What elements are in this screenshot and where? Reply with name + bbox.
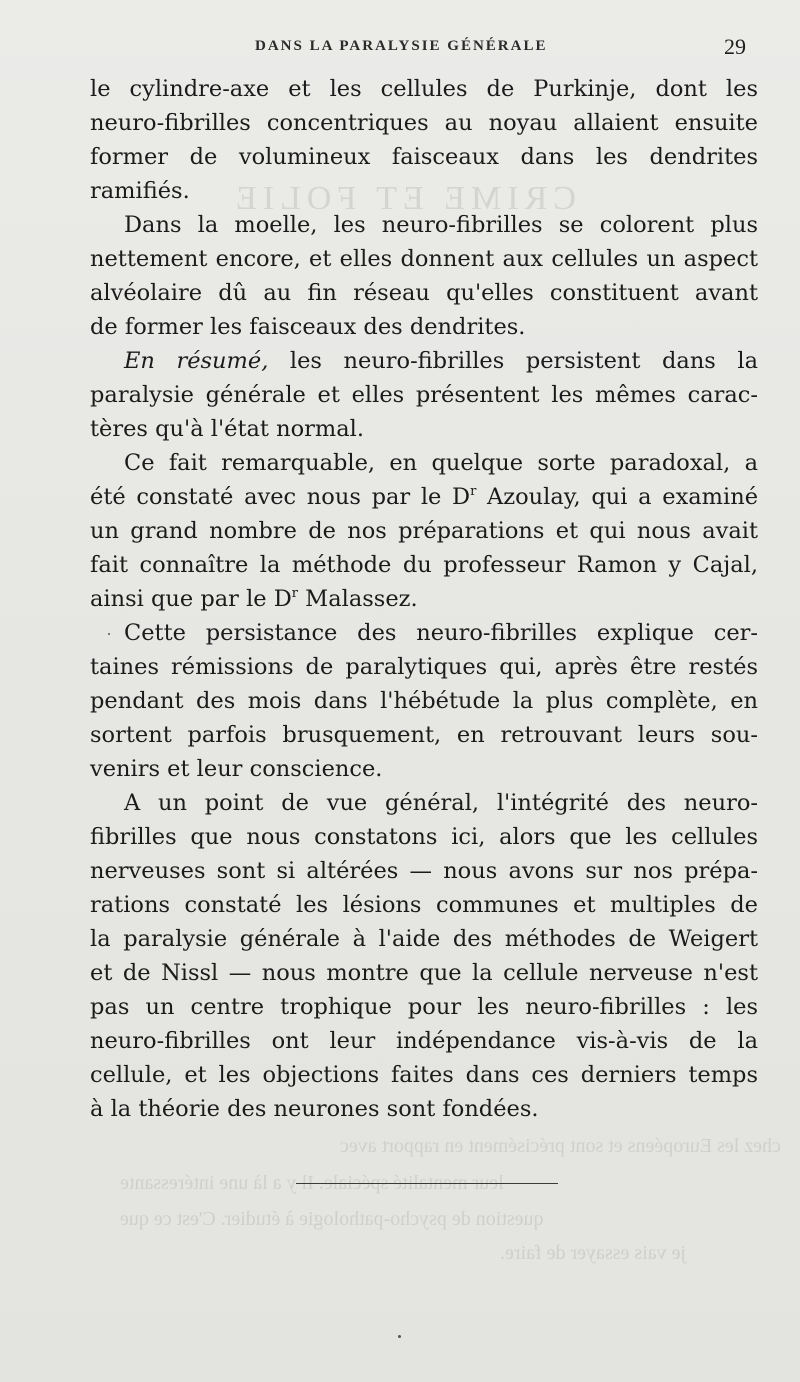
text-line: neuro-fibrilles concentriques au noyau allaient ensuite (90, 110, 758, 136)
text-line: sortent parfois brusquement, en retrouvant leurs sou- (90, 722, 758, 748)
text-line: neuro-fibrilles ont leur indépendance vis-à-vis de la (90, 1028, 758, 1054)
bleed-through-heading: CRIME ET FOLIE (230, 180, 576, 217)
text-span: Malassez. (298, 586, 418, 612)
text-line: un grand nombre de nos préparations et qui nous avait (90, 518, 758, 544)
text-line: paralysie générale et elles présentent les mêmes carac- (90, 382, 758, 408)
text-line (90, 582, 758, 616)
bleed-through-line: question de psycho-pathologie à étudier. C'est ce que (120, 1208, 544, 1230)
text-line: fait connaître la méthode du professeur Ramon y Cajal, (90, 552, 758, 578)
body-text (90, 72, 758, 1126)
section-end-rule (296, 1183, 558, 1184)
running-title: DANS LA PARALYSIE GÉNÉRALE (255, 38, 548, 54)
running-head (0, 34, 800, 62)
paper-speck (108, 633, 110, 635)
superscript: r (291, 586, 299, 601)
text-line: Dans la moelle, les neuro-fibrilles se colorent plus (124, 212, 758, 238)
text-line: former de volumineux faisceaux dans les dendrites (90, 144, 758, 170)
text-line: venirs et leur conscience. (90, 756, 383, 782)
text-line (90, 344, 758, 378)
text-line: Ce fait remarquable, en quelque sorte paradoxal, a (124, 450, 758, 476)
text-line: fibrilles que nous constatons ici, alors que les cellules (90, 824, 758, 850)
text-line: nettement encore, et elles donnent aux cellules un aspect (90, 246, 758, 272)
bleed-through-line: chez les Européens et sont précisément en rapport avec (340, 1135, 781, 1157)
text-line: pendant des mois dans l'hébétude la plus complète, en (90, 688, 758, 714)
page-number: 29 (724, 34, 746, 59)
text-line: la paralysie générale à l'aide des méthodes de Weigert (90, 926, 758, 952)
text-line: le cylindre-axe et les cellules de Purkinje, dont les (90, 76, 758, 102)
text-line: alvéolaire dû au fin réseau qu'elles constituent avant (90, 280, 758, 306)
bleed-through-line: je vais essayer de faire. (500, 1242, 687, 1264)
text-span: ainsi que par le D (90, 586, 292, 612)
text-span: Azoulay, qui a examiné (476, 484, 759, 510)
superscript: r (470, 484, 477, 499)
text-line: cellule, et les objections faites dans ces derniers temps (90, 1062, 758, 1088)
text-line: A un point de vue général, l'intégrité des neuro- (124, 790, 758, 816)
text-line (90, 480, 758, 514)
text-span: été constaté avec nous par le D (90, 484, 471, 510)
text-line: ramifiés. (90, 178, 190, 204)
text-span: les neuro-fibrilles persistent dans la (268, 348, 758, 374)
text-line: pas un centre trophique pour les neuro-fibrilles : les (90, 994, 758, 1020)
text-line: tères qu'à l'état normal. (90, 416, 365, 442)
bleed-through-line: leur mentalité spéciale. Il y a là une intéressante (120, 1172, 504, 1194)
text-line: à la théorie des neurones sont fondées. (90, 1096, 539, 1122)
text-line: de former les faisceaux des dendrites. (90, 314, 526, 340)
text-line: et de Nissl — nous montre que la cellule nerveuse n'est (90, 960, 758, 986)
paper-speck (398, 1335, 401, 1338)
text-line: nerveuses sont si altérées — nous avons sur nos prépa- (90, 858, 758, 884)
text-line: taines rémissions de paralytiques qui, après être restés (90, 654, 758, 680)
italic-lead: En résumé, (124, 348, 269, 374)
text-line: Cette persistance des neuro-fibrilles explique cer- (124, 620, 758, 646)
text-line: rations constaté les lésions communes et multiples de (90, 892, 758, 918)
